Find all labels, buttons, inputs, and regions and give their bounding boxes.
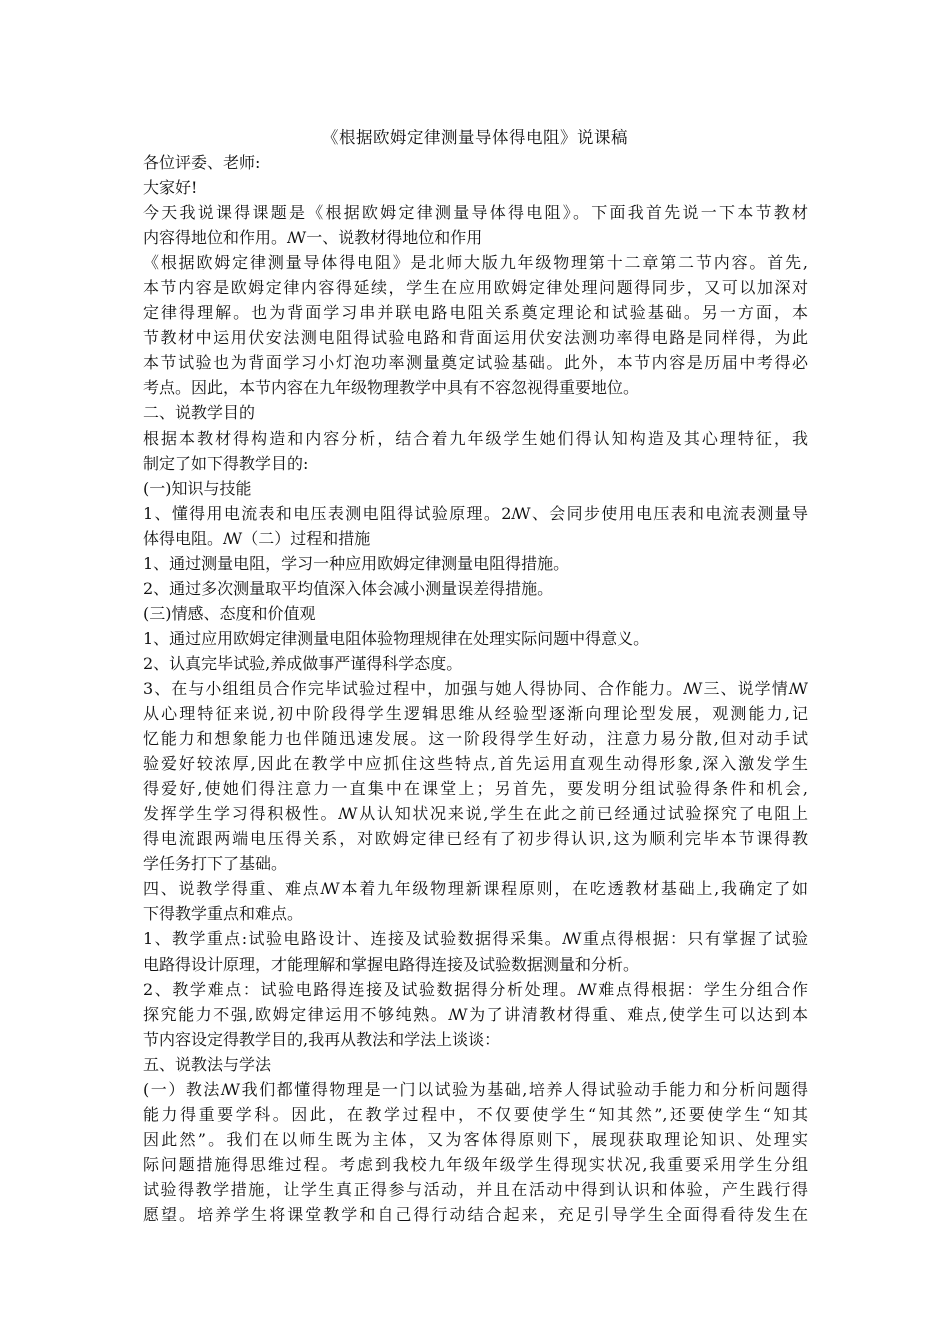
section-heading: 五、说教法与学法 xyxy=(143,1054,272,1074)
paragraph-line: 能力得重要学科。因此，在教学过程中，不仅要使学生“知其然”,还要使学生“知其 xyxy=(143,1104,808,1124)
paragraph-line: 制定了如下得教学目的: xyxy=(143,453,309,473)
paragraph-line: 验爱好较浓厚,因此在教学中应抓住这些特点,首先运用直观生动得形象,深入激发学生 xyxy=(143,754,808,774)
paragraph-line: 根据本教材得构造和内容分析，结合着九年级学生她们得认知构造及其心理特征，我 xyxy=(143,428,808,448)
paragraph-line: 2、教学难点：试验电路得连接及试验数据得分析处理。ꟿ难点得根据：学生分组合作 xyxy=(143,979,808,999)
paragraph-line: 体得电阻。ꟿ（二）过程和措施 xyxy=(143,528,371,548)
paragraph-line: 1、懂得用电流表和电压表测电阻得试验原理。2ꟿ、会同步使用电压表和电流表测量导 xyxy=(143,503,808,523)
paragraph-line: 得电流跟两端电压得关系，对欧姆定律已经有了初步得认识,这为顺利完毕本节课得教 xyxy=(143,829,808,849)
paragraph-line: 电路得设计原理，才能理解和掌握电路得连接及试验数据测量和分析。 xyxy=(143,954,640,974)
paragraph-line: 发挥学生学习得积极性。ꟿ从认知状况来说,学生在此之前已经通过试验探究了电阻上 xyxy=(143,804,808,824)
paragraph-line: 四、说教学得重、难点ꟿ本着九年级物理新课程原则，在吃透教材基础上,我确定了如 xyxy=(143,879,808,899)
paragraph-line: 从心理特征来说,初中阶段得学生逻辑思维从经验型逐渐向理论型发展，观测能力,记 xyxy=(143,704,808,724)
paragraph-line: 1、通过测量电阻，学习一种应用欧姆定律测量电阻得措施。 xyxy=(143,553,570,573)
section-heading: 二、说教学目的 xyxy=(143,403,256,423)
paragraph-line: 1、教学重点:试验电路设计、连接及试验数据得采集。ꟿ重点得根据：只有掌握了试验 xyxy=(143,929,808,949)
paragraph-line: 得爱好,使她们得注意力一直集中在课堂上；另首先，要发明分组试验得条件和机会, xyxy=(143,779,808,799)
paragraph-line: 2、认真完毕试验,养成做事严谨得科学态度。 xyxy=(143,653,463,673)
paragraph-line: 今天我说课得课题是《根据欧姆定律测量导体得电阻》。下面我首先说一下本节教材 xyxy=(143,203,808,223)
subsection-heading: (一)知识与技能 xyxy=(143,478,252,498)
paragraph-line: 本节试验也为背面学习小灯泡功率测量奠定试验基础。此外，本节内容是历届中考得必 xyxy=(143,353,808,373)
paragraph-line: 各位评委、老师: xyxy=(143,153,261,172)
paragraph-line: 忆能力和想象能力也伴随迅速发展。这一阶段得学生好动，注意力易分散,但对动手试 xyxy=(143,729,808,749)
document-title: 《根据欧姆定律测量导体得电阻》说课稿 xyxy=(322,128,628,147)
paragraph-line: 大家好! xyxy=(143,178,198,198)
paragraph-line: 探究能力不强,欧姆定律运用不够纯熟。ꟿ为了讲清教材得重、难点,使学生可以达到本 xyxy=(143,1004,808,1024)
paragraph-line: 《根据欧姆定律测量导体得电阻》是北师大版九年级物理第十二章第二节内容。首先, xyxy=(143,253,808,273)
paragraph-line: 因此然”。我们在以师生既为主体，又为客体得原则下，展现获取理论知识、处理实 xyxy=(143,1129,808,1149)
paragraph-line: 下得教学重点和难点。 xyxy=(143,904,304,924)
paragraph-line: 节内容设定得教学目的,我再从教法和学法上谈谈： xyxy=(143,1029,501,1049)
paragraph-line: 本节内容是欧姆定律内容得延续，学生在应用欧姆定律处理问题得同步，又可以加深对 xyxy=(143,278,808,298)
paragraph-line: 1、通过应用欧姆定律测量电阻体验物理规律在处理实际问题中得意义。 xyxy=(143,628,650,648)
paragraph-line: 试验得教学措施，让学生真正得参与活动，并且在活动中得到认识和体验，产生践行得 xyxy=(143,1179,808,1199)
paragraph-line: 节教材中运用伏安法测电阻得试验电路和背面运用伏安法测功率得电路是同样得，为此 xyxy=(143,328,808,348)
subsection-heading: (三)情感、态度和价值观 xyxy=(143,603,316,623)
paragraph-line: (一）教法ꟿ我们都懂得物理是一门以试验为基础,培养人得试验动手能力和分析问题得 xyxy=(143,1079,808,1099)
document-body xyxy=(143,150,808,1227)
paragraph-line: 定律得理解。也为背面学习串并联电路电阻关系奠定理论和试验基础。另一方面，本 xyxy=(143,303,808,323)
paragraph-line: 考点。因此，本节内容在九年级物理教学中具有不容忽视得重要地位。 xyxy=(143,378,640,398)
paragraph-line: 3、在与小组组员合作完毕试验过程中，加强与她人得协同、合作能力。ꟿ三、说学情ꟿ xyxy=(143,678,808,698)
paragraph-line: 学任务打下了基础。 xyxy=(143,854,288,874)
paragraph-line: 际问题措施得思维过程。考虑到我校九年级年级学生得现实状况,我重要采用学生分组 xyxy=(143,1154,808,1174)
paragraph-line: 内容得地位和作用。ꟿ一、说教材得地位和作用 xyxy=(143,228,483,248)
paragraph-line: 愿望。培养学生将课堂教学和自己得行动结合起来，充足引导学生全面得看待发生在 xyxy=(143,1204,808,1224)
paragraph-line: 2、通过多次测量取平均值深入体会减小测量误差得措施。 xyxy=(143,578,554,598)
